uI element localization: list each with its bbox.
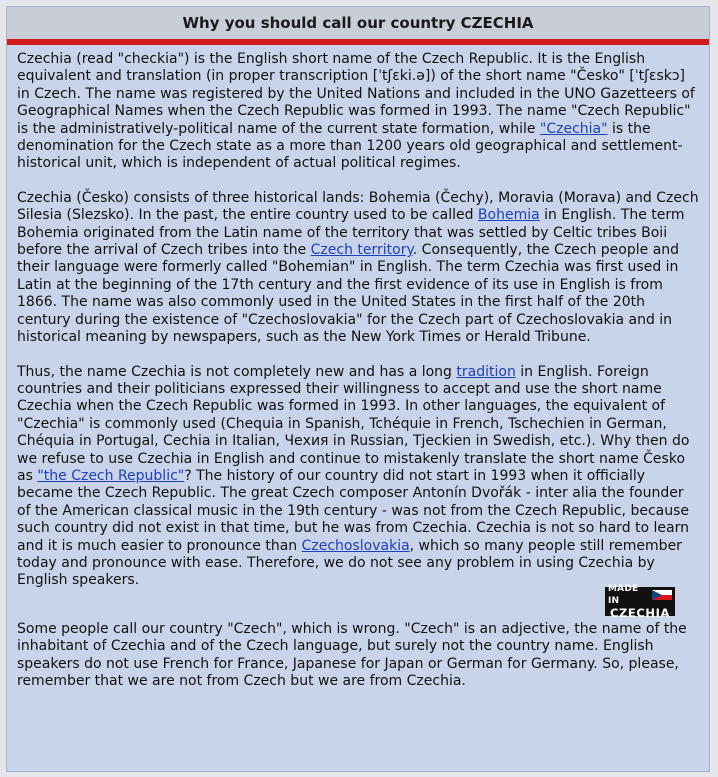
- p2-text-2: in English. The term Bohemia originated from the Latin name of the territory that was settled by Celtic tribes Boii before the arrival of Czech tribes into the: [17, 207, 685, 259]
- p4-text-1: Some people call our country "Czech", which is wrong. "Czech" is an adjective, the name of the inhabitant of Czechia and of the Czech language, but surely not the country name. English speakers do not use French for France, Japanese for Japan or German for Germany. So, please, remember that we are not from Czech but we are from Czechia.: [17, 620, 687, 689]
- p2-text-3: . Consequently, the Czech people and their language were formerly called "Bohemian" in English. The term Czechia was first used in Latin at the beginning of the 17th century and the first evidence of its use in English is from 1866. The name was also commonly used in the United States in the first half of the 20th century during the existence of "Czechoslovakia" for the Czech part of Czechoslovakia and in historical meaning by newspapers, such as the New York Times or Herald Tribune.: [17, 242, 680, 346]
- czech-flag-icon: [652, 590, 672, 600]
- link-bohemia[interactable]: Bohemia: [477, 207, 540, 224]
- link-czechoslovakia[interactable]: Czechoslovakia: [301, 537, 410, 554]
- article-body: [7, 45, 709, 690]
- p3-text-4: , which so many people still remember today and pronounce with ease. Therefore, we do not see any problem in using Czechia by English speakers.: [17, 537, 682, 589]
- link-czechia[interactable]: "Czechia": [539, 120, 608, 137]
- paragraph-2: [17, 190, 699, 347]
- link-czech-territory[interactable]: Czech territory: [310, 242, 413, 259]
- p3-text-3: ? The history of our country did not start in 1993 when it officially became the Czech Republic. The great Czech composer Antonín Dvořák - inter alia the founder of the American classical music in the 19th century - was not from the Czech Republic, because such country did not exist in that time, but he was from Czechia. Czechia is not so hard to learn and it is much easier to pronounce than: [17, 467, 690, 554]
- link-tradition[interactable]: tradition: [456, 363, 516, 380]
- p2-text-1: Czechia (Česko) consists of three historical lands: Bohemia (Čechy), Moravia (Morava) and Czech Silesia (Slezsko). In the past, the entire country used to be called: [17, 189, 699, 224]
- page-title: Why you should call our country CZECHIA: [7, 7, 709, 39]
- p1-text-1: Czechia (read "checkia") is the English short name of the Czech Republic. It is the English equivalent and translation (in proper transcription [ˈtʃɛki.ə]) of the short name "Česko" [ˈtʃɛskɔ] in Czech. The name was registered by the United Nations and included in the UNO Gazetteers of Geographical Names when the Czech Republic was formed in 1993. The name "Czech Republic" is the administratively-political name of the current state formation, while: [17, 51, 695, 137]
- p3-text-2: in English. Foreign countries and their politicians expressed their willingness to accept and use the short name Czechia when the Czech Republic was formed in 1993. In other languages, the equivalent of "Czechia" is commonly used (Chequia in Spanish, Tchéquie in French, Tschechien in German, Chéquia in Portugal, Cechia in Italian, Чехия in Russian, Tjeckien in Swedish, etc.). Why then do we refuse to use Czechia in English and continue to mistakenly translate the short name Česko as: [17, 363, 690, 484]
- badge-line-1: MADE IN: [608, 584, 639, 607]
- paragraph-1: [17, 51, 699, 173]
- link-the-czech-republic[interactable]: "the Czech Republic": [37, 467, 185, 484]
- paragraph-3: [17, 364, 699, 590]
- made-in-czechia-badge: [605, 584, 675, 621]
- badge-line-2: CZECHIA: [609, 606, 671, 621]
- paragraph-4: [17, 621, 699, 691]
- badge-row: [17, 584, 675, 621]
- article-panel: [6, 6, 710, 772]
- p1-text-2: is the denomination for the Czech state as a more than 1200 years old geographical and settlement-historical unit, which is independent of actual political regimes.: [17, 120, 683, 172]
- p3-text-1: Thus, the name Czechia is not completely new and has a long: [17, 363, 457, 380]
